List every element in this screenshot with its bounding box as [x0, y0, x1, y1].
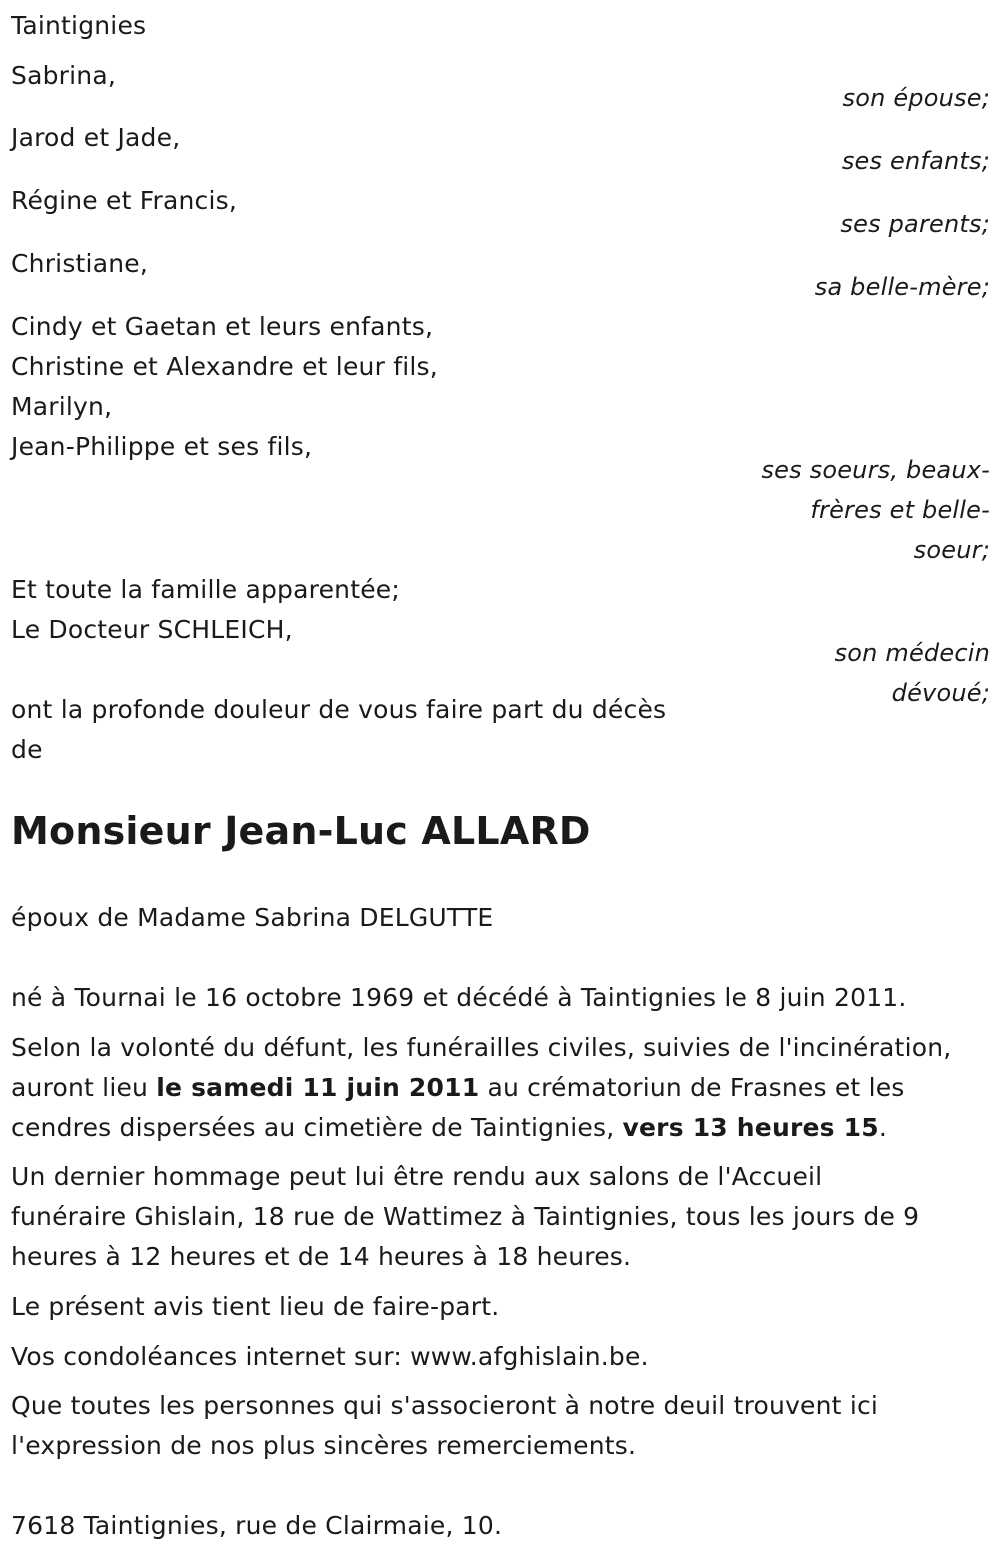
homage-line: heures à 12 heures et de 14 heures à 18 heures. [11, 1242, 632, 1271]
family-name-mother-in-law: Christiane, [11, 249, 148, 278]
homage-line: funéraire Ghislain, 18 rue de Wattimez à Taintignies, tous les jours de 9 [11, 1202, 920, 1231]
thanks-line: l'expression de nos plus sincères remerciements. [11, 1431, 637, 1460]
funeral-date: le samedi 11 juin 2011 [156, 1073, 480, 1102]
thanks-line: Que toutes les personnes qui s'associeront à notre deuil trouvent ici [11, 1391, 879, 1420]
announcement-line: de [11, 735, 43, 764]
funeral-text: auront lieu [11, 1073, 157, 1102]
address-line: 7618 Taintignies, rue de Clairmaie, 10. [11, 1511, 503, 1540]
funeral-text: au crématoriun de Frasnes et les [479, 1073, 905, 1102]
family-relation-parents: ses parents; [840, 210, 990, 238]
funeral-line-2 [11, 1068, 905, 1108]
sibling-line: Marilyn, [11, 392, 113, 421]
funeral-text: . [878, 1113, 887, 1142]
funeral-time: vers 13 heures 15 [622, 1113, 879, 1142]
homage-line: Un dernier hommage peut lui être rendu aux salons de l'Accueil [11, 1162, 823, 1191]
notice-line: Le présent avis tient lieu de faire-part. [11, 1292, 500, 1321]
siblings-relation-line: frères et belle- [810, 496, 990, 524]
sibling-line: Jean-Philippe et ses fils, [11, 432, 313, 461]
spouse-line: époux de Madame Sabrina DELGUTTE [11, 903, 494, 932]
funeral-line-3 [11, 1108, 887, 1148]
family-relation-children: ses enfants; [841, 147, 990, 175]
doctor-relation-line: dévoué; [891, 679, 990, 707]
location-header: Taintignies [11, 11, 147, 40]
funeral-line-1: Selon la volonté du défunt, les funérailles civiles, suivies de l'incinération, [11, 1033, 952, 1062]
family-name-parents: Régine et Francis, [11, 186, 238, 215]
funeral-text: cendres dispersées au cimetière de Taintignies, [11, 1113, 623, 1142]
sibling-line: Christine et Alexandre et leur fils, [11, 352, 438, 381]
sibling-line: Cindy et Gaetan et leurs enfants, [11, 312, 434, 341]
deceased-name: Monsieur Jean-Luc ALLARD [11, 809, 591, 853]
siblings-relation-line: ses soeurs, beaux- [761, 456, 990, 484]
family-name-spouse: Sabrina, [11, 61, 116, 90]
family-all-line: Et toute la famille apparentée; [11, 575, 400, 604]
doctor-line: Le Docteur SCHLEICH, [11, 615, 293, 644]
siblings-relation-line: soeur; [913, 536, 990, 564]
family-relation-spouse: son épouse; [842, 84, 990, 112]
family-relation-mother-in-law: sa belle-mère; [814, 273, 990, 301]
announcement-line: ont la profonde douleur de vous faire part du décès [11, 695, 667, 724]
birth-death-line: né à Tournai le 16 octobre 1969 et décédé à Taintignies le 8 juin 2011. [11, 983, 907, 1012]
doctor-relation-line: son médecin [834, 639, 990, 667]
condolences-line: Vos condoléances internet sur: www.afghislain.be. [11, 1342, 649, 1371]
family-name-children: Jarod et Jade, [11, 123, 181, 152]
